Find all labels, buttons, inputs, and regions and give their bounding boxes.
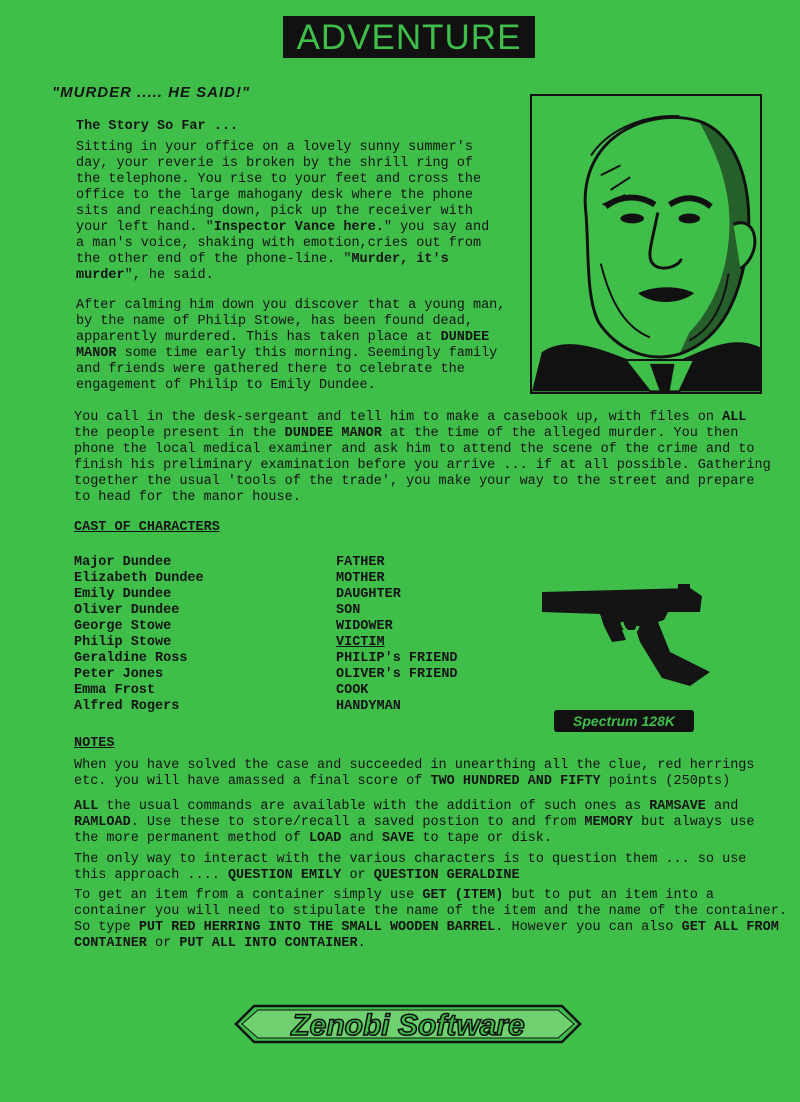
- cast-name: Emily Dundee: [74, 587, 172, 602]
- spectrum-badge: Spectrum 128K: [554, 710, 694, 732]
- cast-name: Oliver Dundee: [74, 603, 180, 618]
- cast-name: Emma Frost: [74, 683, 156, 698]
- zenobi-logo-graphic: [234, 1004, 582, 1044]
- cast-role: VICTIM: [336, 635, 385, 650]
- cast-row: [74, 603, 494, 619]
- story-paragraph-1: Sitting in your office on a lovely sunny summer's day, your reverie is broken by the shrill ring of the telephone. You rise to your feet and cross the office to the large mahogany desk where the phone sits and reaching down, pick up the receiver with your left hand. "Inspector Vance here." you say and a man's voice, shaking with emotion,cries out from the other end of the phone-line. "Murder, it's murder", he said.: [76, 140, 490, 283]
- cast-role: HANDYMAN: [336, 699, 401, 714]
- cast-role: OLIVER's FRIEND: [336, 667, 458, 682]
- story-paragraph-3: You call in the desk-sergeant and tell him to make a casebook up, with files on ALL the people present in the DUNDEE MANOR at the time of the alleged murder. You then phone the local medical examiner and ask him to attend the scene of the crime and to finish his preliminary examination before you arrive ... if at all possible. Gathering together the usual 'tools of the trade', you make your way to the street and prepare to head for the manor house.: [74, 410, 771, 505]
- banner-title: ADVENTURE: [296, 17, 522, 57]
- cast-row: [74, 683, 494, 699]
- cast-row: [74, 699, 494, 715]
- cast-role: DAUGHTER: [336, 587, 401, 602]
- cast-name: Elizabeth Dundee: [74, 571, 204, 586]
- cast-role: WIDOWER: [336, 619, 393, 634]
- pistol-icon: [540, 582, 712, 688]
- cast-name: Philip Stowe: [74, 635, 172, 650]
- story-heading: The Story So Far ...: [76, 119, 239, 134]
- notes-heading: NOTES: [74, 736, 115, 751]
- adventure-banner: [283, 16, 535, 58]
- cast-role: COOK: [336, 683, 369, 698]
- notes-paragraph-3: The only way to interact with the various characters is to question them ... so use this approach .... QUESTION EMILY or QUESTION GERALDINE: [74, 852, 747, 883]
- cast-row: [74, 587, 494, 603]
- notes-paragraph-1: When you have solved the case and succeeded in unearthing all the clue, red herrings etc. you will have amassed a final score of TWO HUNDRED AND FIFTY points (250pts): [74, 758, 755, 789]
- cast-name: Alfred Rogers: [74, 699, 180, 714]
- game-subtitle: "MURDER ..... HE SAID!": [52, 84, 251, 101]
- cast-list: [74, 555, 494, 715]
- cast-name: Peter Jones: [74, 667, 164, 682]
- cast-name: Geraldine Ross: [74, 651, 188, 666]
- cast-role: PHILIP's FRIEND: [336, 651, 458, 666]
- cast-row: [74, 619, 494, 635]
- notes-paragraph-2: ALL the usual commands are available with the addition of such ones as RAMSAVE and RAMLOAD. Use these to store/recall a saved postion to and from MEMORY but always use the more permanent method of LOAD and SAVE to tape or disk.: [74, 799, 755, 846]
- cast-row: [74, 571, 494, 587]
- story-paragraph-2: After calming him down you discover that a young man, by the name of Philip Stowe, has been found dead, apparently murdered. This has taken place at DUNDEE MANOR some time early this morning. Seemingly family and friends were gathered there to celebrate the engagement of Philip to Emily Dundee.: [76, 298, 506, 393]
- cast-role: FATHER: [336, 555, 385, 570]
- cast-name: Major Dundee: [74, 555, 172, 570]
- inspector-portrait: [530, 94, 762, 394]
- zenobi-logo: [234, 1004, 582, 1044]
- cast-row: [74, 555, 494, 571]
- cast-row: [74, 635, 494, 651]
- cast-row: [74, 667, 494, 683]
- portrait-drawing: [532, 96, 760, 392]
- cast-name: George Stowe: [74, 619, 172, 634]
- logo-text: Zenobi Software: [291, 1009, 525, 1042]
- cast-role: MOTHER: [336, 571, 385, 586]
- cast-row: [74, 651, 494, 667]
- notes-paragraph-4: To get an item from a container simply use GET (ITEM) but to put an item into a container you will need to stipulate the name of the item and the name of the container. So type PUT RED HERRING INTO THE SMALL WOODEN BARREL. However you can also GET ALL FROM CONTAINER or PUT ALL INTO CONTAINER.: [74, 888, 787, 951]
- cast-heading: CAST OF CHARACTERS: [74, 520, 220, 535]
- cast-role: SON: [336, 603, 361, 618]
